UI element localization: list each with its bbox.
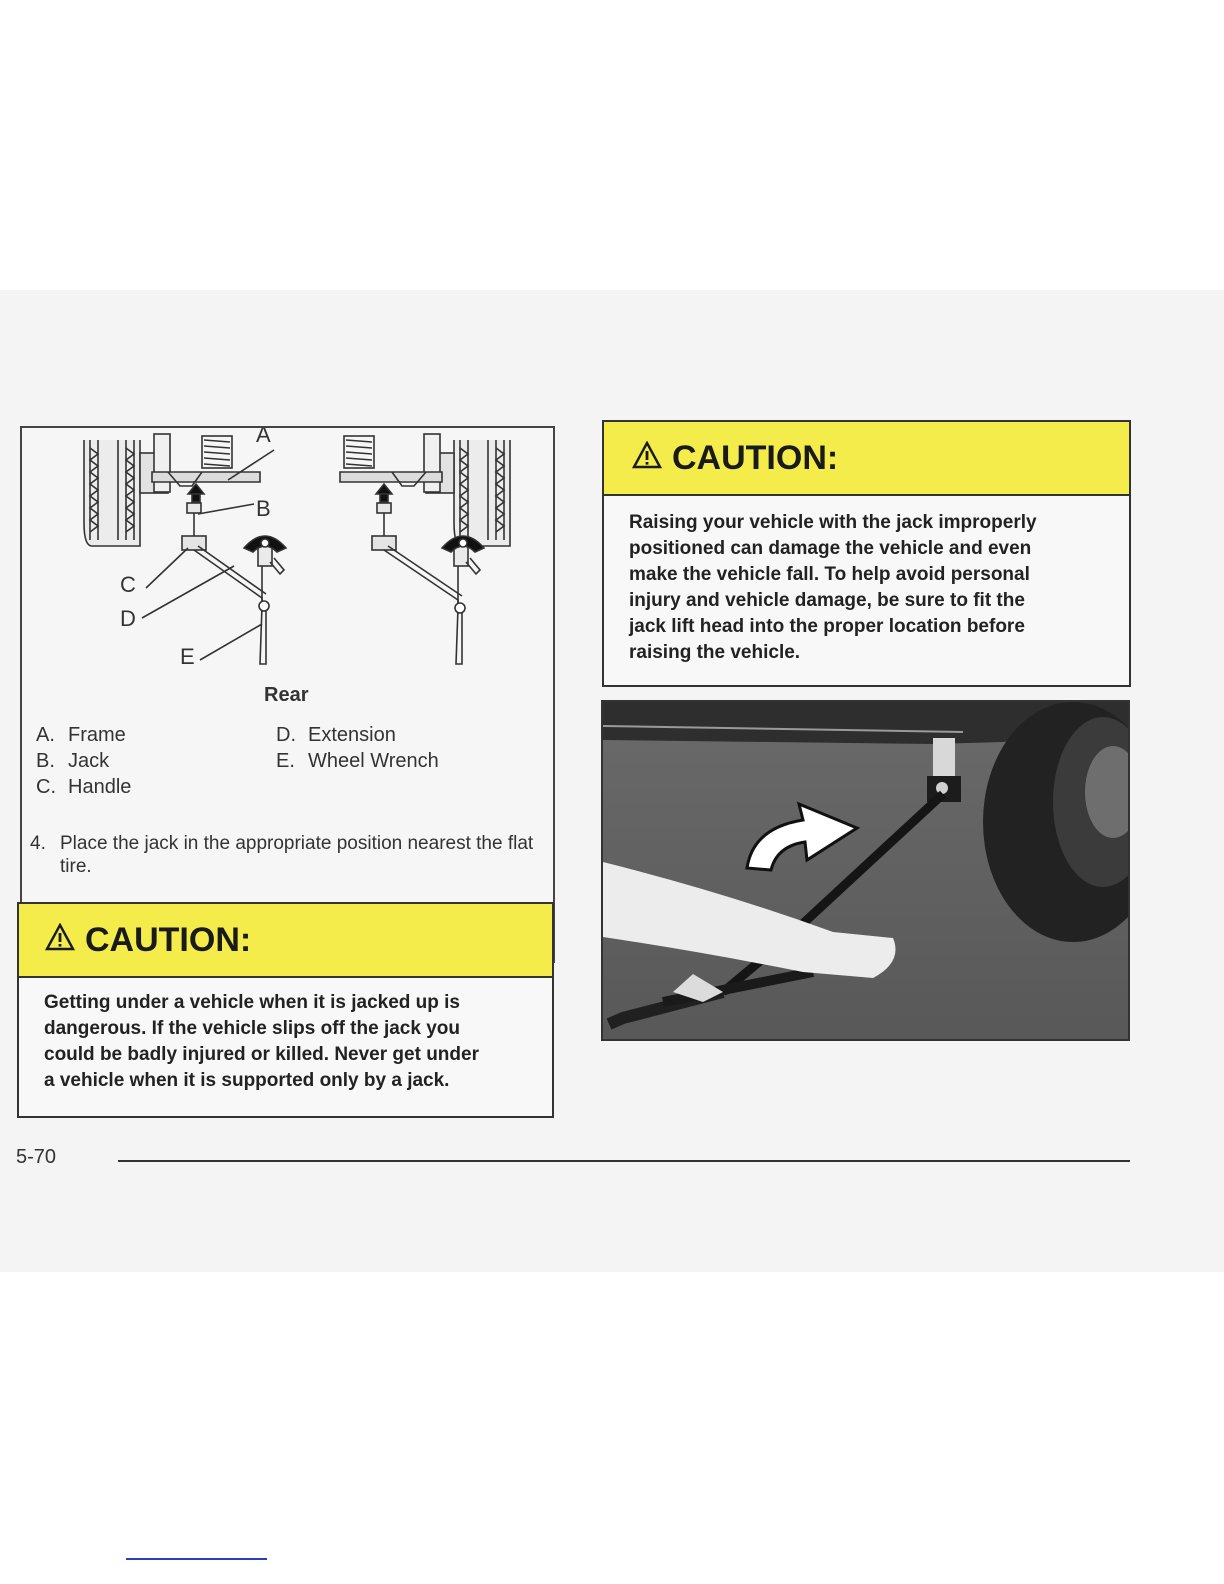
legend-item xyxy=(276,748,439,774)
step-text: Place the jack in the appropriate position nearest the flat tire. xyxy=(60,833,534,877)
page-number: 5-70 xyxy=(16,1146,57,1168)
caution-line: positioned can damage the vehicle and even xyxy=(629,538,1032,559)
legend-right xyxy=(276,722,439,774)
callout-d: D xyxy=(120,606,136,631)
legend-letter: D. xyxy=(276,724,296,746)
step-number: 4. xyxy=(30,833,46,854)
legend-item xyxy=(36,748,131,774)
legend-item xyxy=(36,722,131,748)
callout-e: E xyxy=(180,644,195,669)
callout-a: A xyxy=(256,428,271,447)
legend-label: Frame xyxy=(68,724,126,746)
legend-letter: E. xyxy=(276,750,295,772)
caution-box-right xyxy=(602,420,1131,687)
caution-line: Raising your vehicle with the jack improperly xyxy=(629,512,1037,533)
caution-line: jack lift head into the proper location before xyxy=(629,616,1025,637)
caution-line: a vehicle when it is supported only by a jack. xyxy=(44,1070,450,1091)
caution-line: could be badly injured or killed. Never get under xyxy=(44,1044,479,1065)
legend-left xyxy=(36,722,131,800)
bottom-link-underline[interactable] xyxy=(126,1558,267,1560)
manual-page xyxy=(0,290,1224,1272)
legend-item xyxy=(276,722,439,748)
footer-rule xyxy=(118,1160,1130,1162)
legend-label: Jack xyxy=(68,750,110,772)
callout-b: B xyxy=(256,496,271,521)
legend-label: Wheel Wrench xyxy=(308,750,439,772)
warning-triangle-icon xyxy=(632,439,662,478)
caution-title: CAUTION: xyxy=(672,438,839,477)
caution-body xyxy=(604,496,1129,666)
caution-title: CAUTION: xyxy=(85,920,252,959)
legend-letter: C. xyxy=(36,776,56,798)
legend-label: Handle xyxy=(68,776,132,798)
legend-item xyxy=(36,774,131,800)
legend-letter: B. xyxy=(36,750,55,772)
step-4 xyxy=(30,832,540,878)
callout-c: C xyxy=(120,572,136,597)
caution-line: injury and vehicle damage, be sure to fit the xyxy=(629,590,1025,611)
jack-photo xyxy=(601,700,1130,1041)
jack-photo-illustration xyxy=(603,702,1130,1041)
caution-line: make the vehicle fall. To help avoid personal xyxy=(629,564,1030,585)
caution-line: dangerous. If the vehicle slips off the jack you xyxy=(44,1018,460,1039)
legend-label: Extension xyxy=(308,724,396,746)
arrow-icon xyxy=(743,798,863,879)
caution-line: Getting under a vehicle when it is jacked up is xyxy=(44,992,460,1013)
warning-triangle-icon xyxy=(45,921,75,960)
legend-letter: A. xyxy=(36,724,55,746)
caution-header xyxy=(604,422,1129,496)
caution-header xyxy=(19,904,552,978)
figure-caption: Rear xyxy=(264,684,309,706)
caution-box-left xyxy=(17,902,554,1118)
caution-body xyxy=(19,978,552,1094)
caution-line: raising the vehicle. xyxy=(629,642,801,663)
